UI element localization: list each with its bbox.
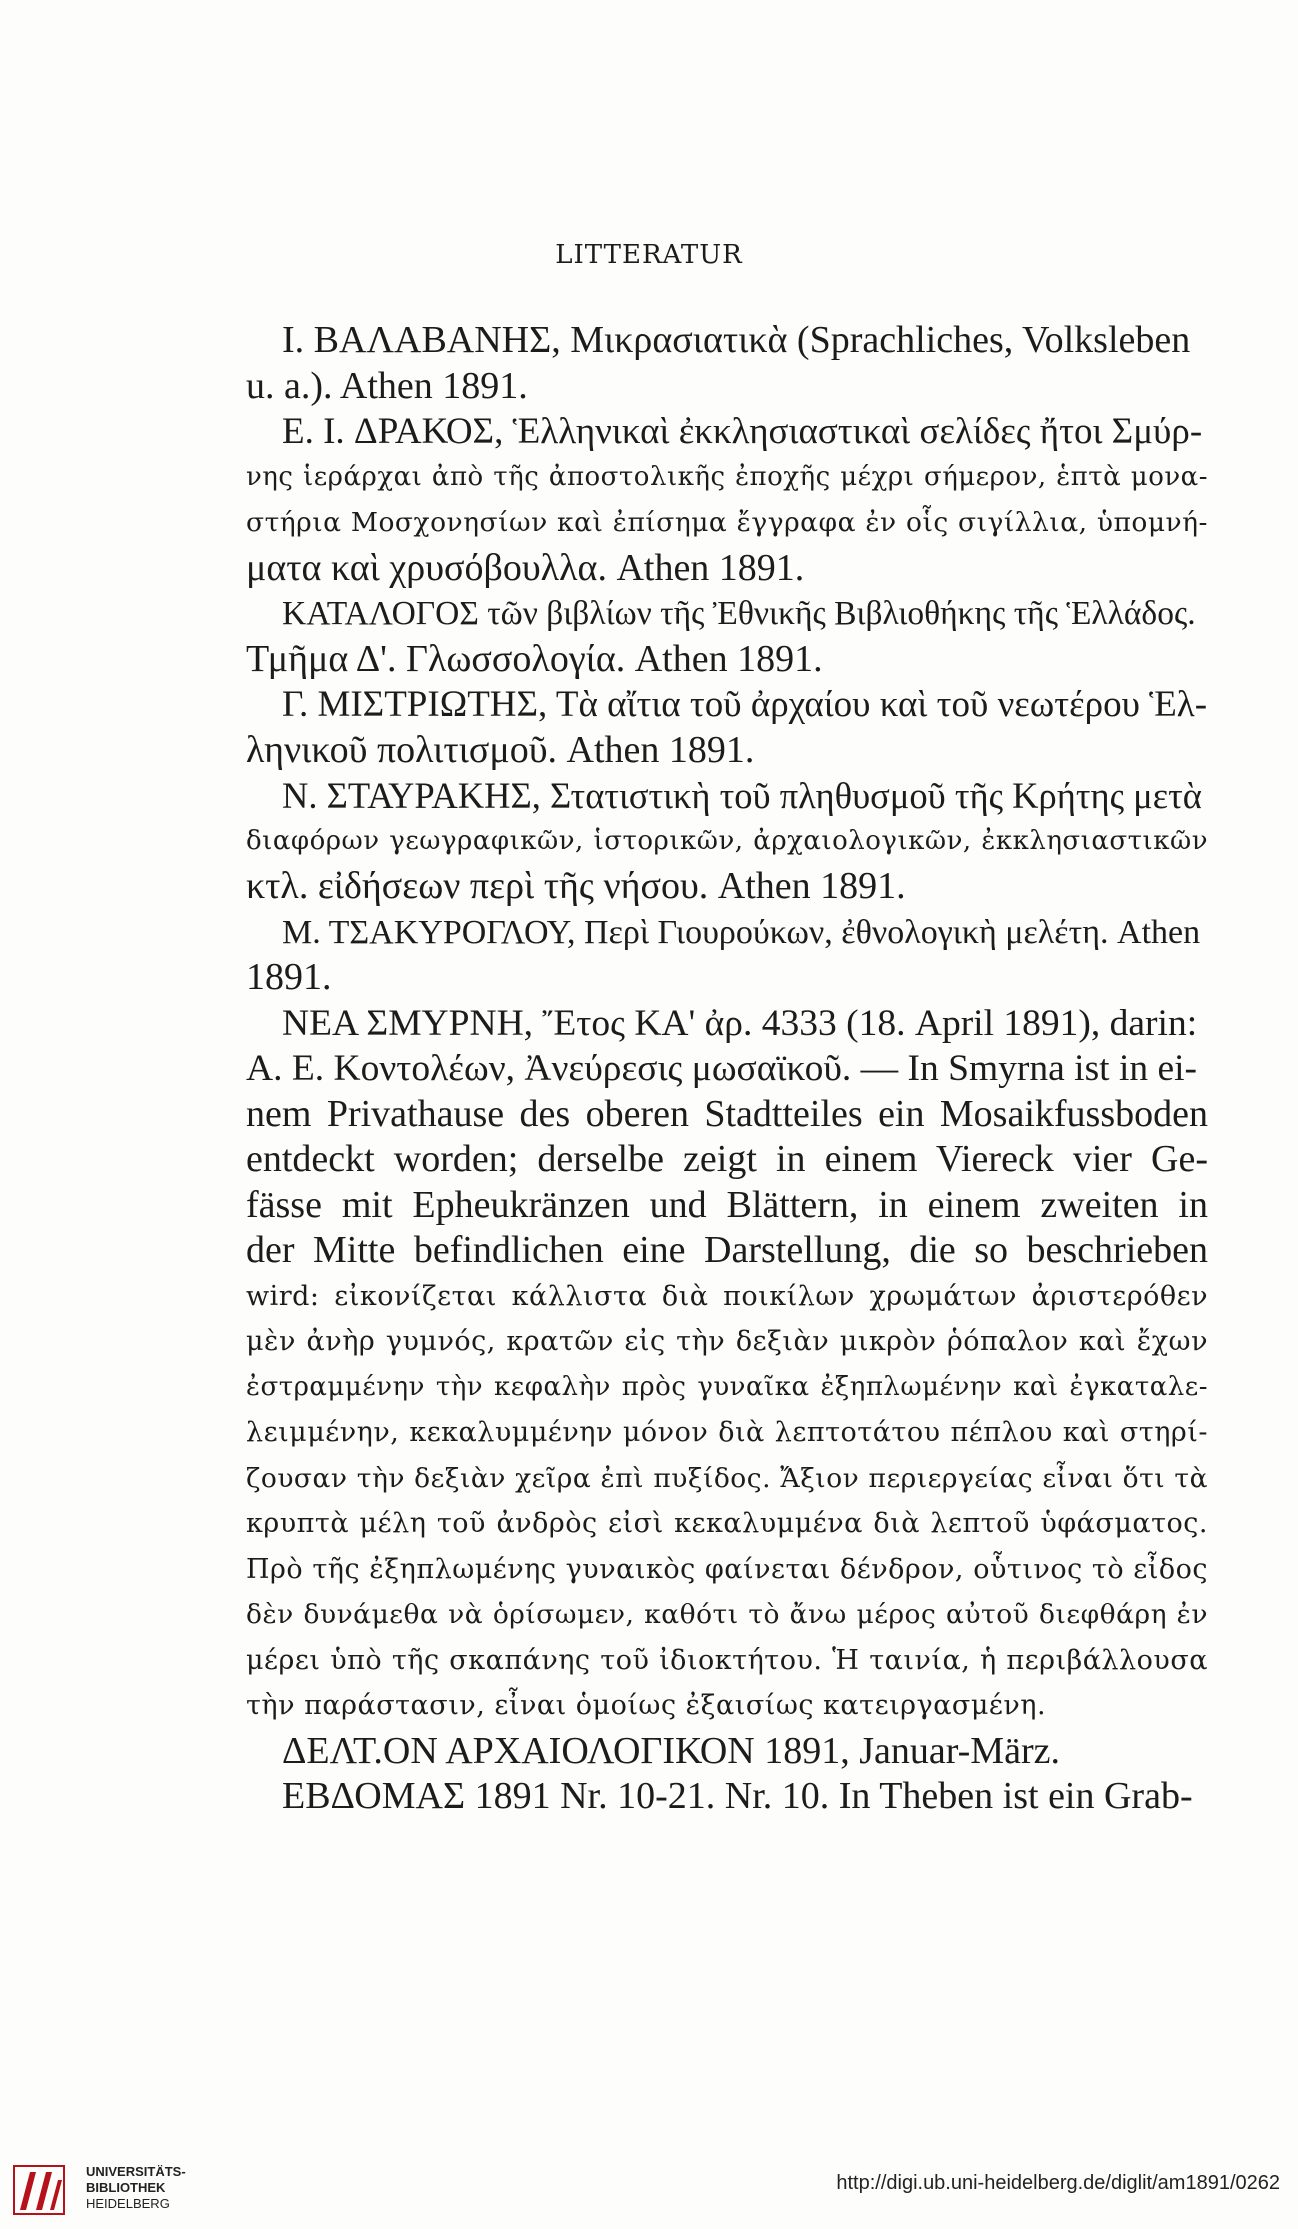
text-line: nem Privathause des oberen Stadtteiles ein Mosaikfussboden xyxy=(246,1092,1208,1135)
body-text xyxy=(246,318,1208,1820)
text-line: wird: εἰκονίζεται κάλλιστα διὰ ποικίλων χρωμάτων ἀριστερόθεν xyxy=(246,1280,1208,1312)
text-line: κτλ. εἰδήσεων περὶ τῆς νήσου. Athen 1891. xyxy=(246,865,906,907)
text-line: στήρια Μοσχονησίων καὶ ἐπίσημα ἔγγραφα ἐν οἷς σιγίλλια, ὑπομνή- xyxy=(246,507,1208,538)
text-line: ΕΒΔΟΜΑΣ 1891 Nr. 10-21. Nr. 10. In Theben ist ein Grab- xyxy=(282,1775,1193,1817)
text-line: μέρει ὑπὸ τῆς σκαπάνης τοῦ ἰδιοκτήτου. Ἡ ταινία, ἡ περιβάλλουσα xyxy=(246,1644,1208,1676)
text-line: entdeckt worden; derselbe zeigt in einem Viereck vier Ge- xyxy=(246,1138,1208,1180)
text-line: ἐστραμμένην τὴν κεφαλὴν πρὸς γυναῖκα ἐξηπλωμένην καὶ ἐγκαταλε- xyxy=(246,1371,1208,1402)
text-line: ΝΕΑ ΣΜΥΡΝΗ, Ἔτος ΚΑ' ἀρ. 4333 (18. April 1891), darin: xyxy=(282,1002,1198,1044)
permalink-url[interactable]: http://digi.ub.uni-heidelberg.de/diglit/am1891/0262 xyxy=(836,2172,1280,2194)
text-line: fässe mit Epheukränzen und Blättern, in einem zweiten in xyxy=(246,1183,1208,1226)
text-line: Ν. ΣΤΑΥΡΑΚΗΣ, Στατιστικὴ τοῦ πληθυσμοῦ τῆς Κρήτης μετὰ xyxy=(282,775,1202,816)
text-line: ΔΕΛΤ.ΟΝ ΑΡΧΑΙΟΛΟΓΙΚΟΝ 1891, Januar-März. xyxy=(282,1729,1060,1772)
text-line: ματα καὶ χρυσόβουλλα. Athen 1891. xyxy=(246,546,805,589)
text-line: τὴν παράστασιν, εἶναι ὁμοίως ἐξαισίως κατειργασμένη. xyxy=(246,1690,1047,1721)
text-line: u. a.). Athen 1891. xyxy=(246,364,528,407)
text-line: 1891. xyxy=(246,956,332,998)
text-line: Τμῆμα Δ'. Γλωσσολογία. Athen 1891. xyxy=(246,637,823,680)
logo-text xyxy=(86,2164,186,2212)
logo-line-university: UNIVERSITÄTS- xyxy=(86,2164,186,2179)
text-line: Γ. ΜΙΣΤΡΙΩΤΗΣ, Τὰ αἴτια τοῦ ἀρχαίου καὶ τοῦ νεωτέρου Ἑλ- xyxy=(282,684,1208,725)
text-line: διαφόρων γεωγραφικῶν, ἱστορικῶν, ἀρχαιολογικῶν, ἐκκλησιαστικῶν xyxy=(246,825,1208,856)
text-line: I. ΒΑΛΑΒΑΝΗΣ, Μικρασιατικὰ (Sprachliches, Volksleben xyxy=(282,319,1191,361)
university-logo[interactable] xyxy=(12,2160,186,2222)
text-line: λειμμένην, κεκαλυμμένην μόνον διὰ λεπτοτάτου πέπλου καὶ στηρί- xyxy=(246,1417,1208,1448)
text-line: ζουσαν τὴν δεξιὰν χεῖρα ἐπὶ πυξίδος. Ἄξιον περιεργείας εἶναι ὅτι τὰ xyxy=(246,1462,1208,1494)
text-line: Πρὸ τῆς ἐξηπλωμένης γυναικὸς φαίνεται δένδρον, οὗτινος τὸ εἶδος xyxy=(246,1553,1208,1585)
logo-line-library: BIBLIOTHEK xyxy=(86,2180,166,2195)
text-line: Α. Ε. Κοντολέων, Ἀνεύρεσις μωσαϊκοῦ. — In Smyrna ist in ei- xyxy=(246,1048,1198,1089)
page-title: LITTERATUR xyxy=(555,240,743,270)
text-line: der Mitte befindlichen eine Darstellung, die so beschrieben xyxy=(246,1229,1208,1271)
logo-line-city: HEIDELBERG xyxy=(86,2196,170,2211)
text-line: κρυπτὰ μέλη τοῦ ἀνδρὸς εἰσὶ κεκαλυμμένα διὰ λεπτοῦ ὑφάσματος. xyxy=(246,1508,1208,1539)
text-line: δὲν δυνάμεθα νὰ ὁρίσωμεν, καθότι τὸ ἄνω μέρος αὐτοῦ διεφθάρη ἐν xyxy=(246,1599,1208,1630)
footer xyxy=(0,2160,1298,2229)
text-line: μὲν ἀνὴρ γυμνός, κρατῶν εἰς τὴν δεξιὰν μικρὸν ῥόπαλον καὶ ἔχων xyxy=(246,1326,1208,1357)
text-line: E. I. ΔΡΑΚΟΣ, Ἑλληνικαὶ ἐκκλησιαστικαὶ σελίδες ἤτοι Σμύρ- xyxy=(282,411,1203,452)
text-line: νης ἱεράρχαι ἀπὸ τῆς ἀποστολικῆς ἐποχῆς μέχρι σήμερον, ἑπτὰ μονα- xyxy=(246,461,1208,492)
text-line: ΚΑΤΑΛΟΓΟΣ τῶν βιβλίων τῆς Ἐθνικῆς Βιβλιοθήκης τῆς Ἑλλάδος. xyxy=(282,595,1196,632)
text-line: Μ. ΤΣΑΚΥΡΟΓΛΟΥ, Περὶ Γιουρούκων, ἐθνολογικὴ μελέτη. Athen xyxy=(282,913,1201,951)
library-emblem-icon xyxy=(12,2160,68,2218)
text-line: ληνικοῦ πολιτισμοῦ. Athen 1891. xyxy=(246,728,755,771)
